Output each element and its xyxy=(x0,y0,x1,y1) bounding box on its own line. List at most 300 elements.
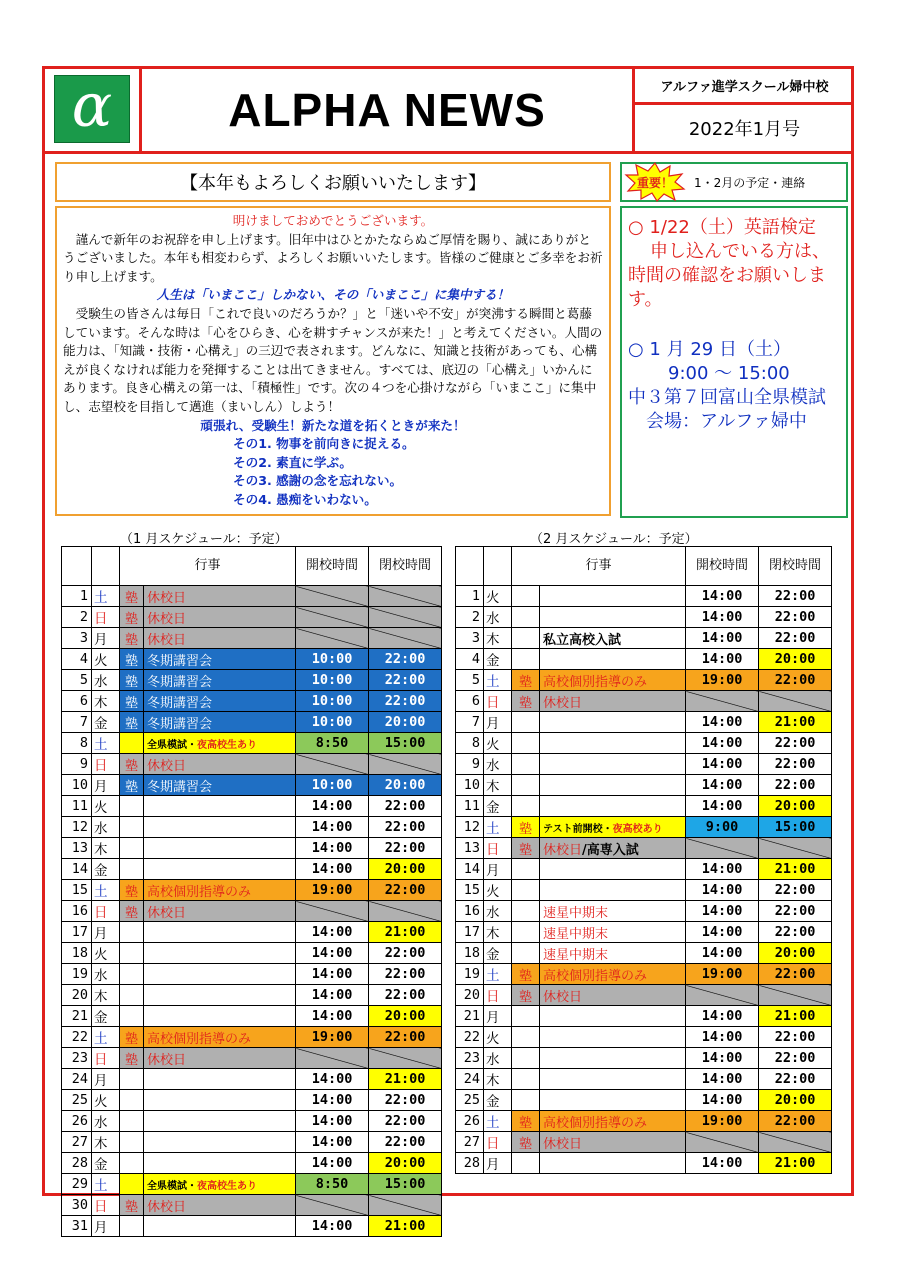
event-cell xyxy=(540,817,686,838)
open-time: 19:00 xyxy=(686,964,759,985)
weekday: 日 xyxy=(484,691,512,712)
weekday: 月 xyxy=(484,712,512,733)
open-time xyxy=(296,628,369,649)
table-row xyxy=(456,1090,832,1111)
day-number: 4 xyxy=(456,649,484,670)
event-cell xyxy=(540,1153,686,1174)
greeting-para2: 受験生の皆さんは毎日「これで良いのだろうか？」と「迷いや不安」が突沸する瞬間と葛藤しています。そんな時は「心をひらき、心を耕すチャンスが来た！」と考えてください。人間の能力は、「知識・技術・心構え」の三辺で表されます。どんなに、知識と技術があっても、心構えが良くなければ能力を発揮することは出てきません。すべては、底辺の「心構え」いかんにあります。良き心構えの第一は、「積極性」です。次の４つを心掛けながら「いまここ」に集中し、志望校を目指して邁進（まいしん）しよう！ xyxy=(63,305,603,414)
table-row xyxy=(456,1111,832,1132)
weekday: 木 xyxy=(92,985,120,1006)
juku-mark: 塾 xyxy=(120,901,144,922)
greeting-para1: 謹んで新年のお祝辞を申し上げます。旧年中はひとかたならぬご厚情を賜り、誠にありがとうございました。本年も相変わらず、よろしくお願いいたします。皆様のご健康とご多幸をお祈り申し上げます。 xyxy=(63,231,603,284)
event-cell: 冬期講習会 xyxy=(144,649,296,670)
close-time xyxy=(369,586,442,607)
open-time: 14:00 xyxy=(296,817,369,838)
event-text: 全県模試・ xyxy=(147,739,197,751)
day-number: 6 xyxy=(62,691,92,712)
juku-mark: 塾 xyxy=(512,670,540,691)
open-time: 14:00 xyxy=(686,943,759,964)
weekday: 金 xyxy=(484,943,512,964)
juku-mark xyxy=(512,754,540,775)
juku-mark xyxy=(512,1090,540,1111)
open-time: 14:00 xyxy=(296,1069,369,1090)
table-row xyxy=(62,754,442,775)
table-row xyxy=(62,964,442,985)
table-row xyxy=(62,880,442,901)
event-cell xyxy=(144,964,296,985)
table-row xyxy=(62,649,442,670)
day-number: 10 xyxy=(62,775,92,796)
juku-mark xyxy=(512,943,540,964)
open-time: 14:00 xyxy=(686,1069,759,1090)
juku-mark xyxy=(512,628,540,649)
weekday: 月 xyxy=(92,1216,120,1237)
event-cell: 休校日 xyxy=(144,1048,296,1069)
open-time: 14:00 xyxy=(686,1153,759,1174)
juku-mark xyxy=(512,796,540,817)
day-number: 8 xyxy=(456,733,484,754)
event-cell xyxy=(144,1069,296,1090)
table-row xyxy=(62,1216,442,1237)
table-row xyxy=(62,796,442,817)
event-text: テスト前開校・ xyxy=(543,823,613,835)
table-row xyxy=(62,817,442,838)
weekday: 月 xyxy=(92,1069,120,1090)
close-time: 21:00 xyxy=(369,1216,442,1237)
open-time: 14:00 xyxy=(296,922,369,943)
table-row xyxy=(62,628,442,649)
open-time: 14:00 xyxy=(686,1090,759,1111)
weekday: 火 xyxy=(484,586,512,607)
table-row xyxy=(62,1048,442,1069)
open-time: 10:00 xyxy=(296,649,369,670)
juku-mark xyxy=(120,1090,144,1111)
day-number: 23 xyxy=(62,1048,92,1069)
day-number: 24 xyxy=(62,1069,92,1090)
table-row xyxy=(456,670,832,691)
close-time: 22:00 xyxy=(759,964,832,985)
event-cell xyxy=(144,838,296,859)
close-time: 20:00 xyxy=(369,712,442,733)
juku-mark xyxy=(120,964,144,985)
open-time: 14:00 xyxy=(686,586,759,607)
event-text: 休校日 xyxy=(543,842,583,858)
event-cell xyxy=(144,1153,296,1174)
event-cell: 冬期講習会 xyxy=(144,670,296,691)
open-time xyxy=(296,754,369,775)
table-row xyxy=(456,1048,832,1069)
day-number: 9 xyxy=(456,754,484,775)
day-number: 22 xyxy=(62,1027,92,1048)
weekday: 土 xyxy=(484,964,512,985)
motto-2: その2. 素直に学ぶ。 xyxy=(233,454,352,470)
event-text: 全県模試・ xyxy=(147,1180,197,1192)
day-number: 9 xyxy=(62,754,92,775)
day-number: 28 xyxy=(456,1153,484,1174)
open-time: 14:00 xyxy=(296,859,369,880)
open-time: 14:00 xyxy=(296,964,369,985)
day-number: 25 xyxy=(62,1090,92,1111)
juku-mark: 塾 xyxy=(512,1132,540,1153)
weekday: 火 xyxy=(484,733,512,754)
weekday: 水 xyxy=(484,607,512,628)
open-time: 14:00 xyxy=(686,607,759,628)
event-note: 夜高校生あり xyxy=(197,739,257,751)
weekday: 木 xyxy=(484,775,512,796)
juku-mark: 塾 xyxy=(120,754,144,775)
table-row xyxy=(456,817,832,838)
table-row xyxy=(62,1132,442,1153)
close-time: 15:00 xyxy=(369,1174,442,1195)
juku-mark xyxy=(120,1132,144,1153)
event-cell: 休校日 xyxy=(144,628,296,649)
weekday: 土 xyxy=(92,1174,120,1195)
day-number: 12 xyxy=(62,817,92,838)
close-time xyxy=(759,838,832,859)
close-time xyxy=(369,901,442,922)
juku-mark xyxy=(512,1153,540,1174)
close-time: 22:00 xyxy=(759,733,832,754)
table-row xyxy=(456,859,832,880)
table-row xyxy=(456,922,832,943)
close-time: 21:00 xyxy=(759,1006,832,1027)
juku-mark xyxy=(512,859,540,880)
juku-mark xyxy=(120,1069,144,1090)
issue-date: 2022年1月号 xyxy=(688,119,801,140)
event-cell: 休校日 xyxy=(144,1195,296,1216)
event-cell xyxy=(144,1132,296,1153)
open-time xyxy=(296,586,369,607)
event-cell xyxy=(144,985,296,1006)
table-row xyxy=(62,670,442,691)
juku-mark xyxy=(120,838,144,859)
open-time xyxy=(296,607,369,628)
close-time: 21:00 xyxy=(759,1153,832,1174)
table-row xyxy=(456,943,832,964)
event-cell: 速星中期末 xyxy=(540,901,686,922)
juku-mark xyxy=(120,1174,144,1195)
weekday: 水 xyxy=(92,817,120,838)
day-number: 29 xyxy=(62,1174,92,1195)
juku-mark xyxy=(512,733,540,754)
open-time: 14:00 xyxy=(686,859,759,880)
weekday: 木 xyxy=(484,628,512,649)
open-time: 10:00 xyxy=(296,712,369,733)
event-cell: 高校個別指導のみ xyxy=(144,880,296,901)
juku-mark: 塾 xyxy=(512,1111,540,1132)
day-number: 25 xyxy=(456,1090,484,1111)
table-row xyxy=(62,985,442,1006)
motto-3: その3. 感謝の念を忘れない。 xyxy=(233,473,403,489)
table-row xyxy=(62,586,442,607)
table-row xyxy=(62,838,442,859)
event-cell xyxy=(144,817,296,838)
open-time: 19:00 xyxy=(686,670,759,691)
close-time xyxy=(369,628,442,649)
day-number: 5 xyxy=(62,670,92,691)
juku-mark: 塾 xyxy=(120,1195,144,1216)
open-time: 14:00 xyxy=(686,796,759,817)
close-time xyxy=(759,985,832,1006)
weekday: 火 xyxy=(484,1027,512,1048)
event-cell xyxy=(540,838,686,859)
event-cell xyxy=(540,754,686,775)
juku-mark xyxy=(120,922,144,943)
juku-mark xyxy=(512,1027,540,1048)
event-cell: 高校個別指導のみ xyxy=(540,1111,686,1132)
close-time: 21:00 xyxy=(759,712,832,733)
event-cell xyxy=(144,1111,296,1132)
day-number: 3 xyxy=(456,628,484,649)
notice-body xyxy=(620,206,848,518)
col-event: 行事 xyxy=(120,547,296,586)
table-row xyxy=(456,712,832,733)
weekday: 月 xyxy=(92,775,120,796)
close-time: 15:00 xyxy=(759,817,832,838)
weekday: 日 xyxy=(484,985,512,1006)
close-time: 21:00 xyxy=(369,1069,442,1090)
event-cell: 休校日 xyxy=(144,754,296,775)
open-time: 14:00 xyxy=(686,1006,759,1027)
col-close: 閉校時間 xyxy=(369,547,442,586)
close-time: 22:00 xyxy=(369,649,442,670)
close-time: 22:00 xyxy=(369,1027,442,1048)
event-cell xyxy=(144,943,296,964)
open-time xyxy=(296,1195,369,1216)
open-time: 14:00 xyxy=(686,775,759,796)
close-time: 22:00 xyxy=(759,901,832,922)
close-time: 22:00 xyxy=(369,670,442,691)
day-number: 19 xyxy=(456,964,484,985)
close-time: 21:00 xyxy=(369,922,442,943)
event-note: /高専入試 xyxy=(582,842,639,858)
open-time: 14:00 xyxy=(686,1027,759,1048)
weekday: 月 xyxy=(484,1153,512,1174)
open-time: 19:00 xyxy=(296,1027,369,1048)
close-time: 20:00 xyxy=(759,1090,832,1111)
open-time xyxy=(686,1132,759,1153)
day-number: 17 xyxy=(456,922,484,943)
open-time xyxy=(686,985,759,1006)
open-time: 14:00 xyxy=(686,649,759,670)
close-time: 22:00 xyxy=(759,922,832,943)
juku-mark: 塾 xyxy=(512,964,540,985)
weekday: 金 xyxy=(484,796,512,817)
weekday: 月 xyxy=(92,922,120,943)
day-number: 22 xyxy=(456,1027,484,1048)
day-number: 16 xyxy=(62,901,92,922)
weekday: 金 xyxy=(92,1006,120,1027)
open-time: 14:00 xyxy=(296,1006,369,1027)
open-time: 19:00 xyxy=(296,880,369,901)
weekday: 火 xyxy=(92,649,120,670)
juku-mark: 塾 xyxy=(120,712,144,733)
close-time: 22:00 xyxy=(759,1048,832,1069)
notice-item1-line3: 時間の確認をお願いします。 xyxy=(628,265,826,310)
day-number: 23 xyxy=(456,1048,484,1069)
juku-mark: 塾 xyxy=(120,1048,144,1069)
close-time: 22:00 xyxy=(759,607,832,628)
event-cell xyxy=(540,607,686,628)
day-number: 2 xyxy=(62,607,92,628)
juku-mark xyxy=(512,1069,540,1090)
day-number: 15 xyxy=(62,880,92,901)
weekday: 月 xyxy=(484,859,512,880)
event-cell: 冬期講習会 xyxy=(144,712,296,733)
notice-item2-line4: 会場：アルファ婦中 xyxy=(646,411,807,432)
table-row xyxy=(62,712,442,733)
juku-mark xyxy=(120,1006,144,1027)
table-row xyxy=(62,1153,442,1174)
event-note: 夜高校生あり xyxy=(197,1180,257,1192)
school-name: アルファ進学スクール婦中校 xyxy=(635,69,854,105)
open-time: 14:00 xyxy=(296,796,369,817)
event-cell: 速星中期末 xyxy=(540,922,686,943)
close-time xyxy=(369,754,442,775)
juku-mark xyxy=(512,712,540,733)
day-number: 26 xyxy=(62,1111,92,1132)
event-cell xyxy=(540,1069,686,1090)
day-number: 11 xyxy=(62,796,92,817)
table-row xyxy=(456,1069,832,1090)
event-cell xyxy=(144,1006,296,1027)
open-time: 14:00 xyxy=(296,838,369,859)
day-number: 21 xyxy=(456,1006,484,1027)
weekday: 木 xyxy=(92,1132,120,1153)
day-number: 4 xyxy=(62,649,92,670)
event-cell xyxy=(144,796,296,817)
day-number: 14 xyxy=(456,859,484,880)
table-row xyxy=(456,775,832,796)
close-time xyxy=(759,1132,832,1153)
weekday: 月 xyxy=(92,628,120,649)
weekday: 土 xyxy=(92,880,120,901)
day-number: 19 xyxy=(62,964,92,985)
open-time: 14:00 xyxy=(686,733,759,754)
close-time: 20:00 xyxy=(759,649,832,670)
close-time: 22:00 xyxy=(369,691,442,712)
table-row xyxy=(456,754,832,775)
juku-mark: 塾 xyxy=(512,985,540,1006)
day-number: 14 xyxy=(62,859,92,880)
event-cell xyxy=(540,775,686,796)
open-time: 14:00 xyxy=(686,628,759,649)
event-cell xyxy=(540,712,686,733)
day-number: 10 xyxy=(456,775,484,796)
day-number: 1 xyxy=(62,586,92,607)
open-time: 8:50 xyxy=(296,1174,369,1195)
open-time: 14:00 xyxy=(296,985,369,1006)
notice-item1-line2: 申し込んでいる方は、 xyxy=(650,241,830,262)
open-time xyxy=(686,838,759,859)
close-time: 22:00 xyxy=(369,964,442,985)
day-number: 6 xyxy=(456,691,484,712)
juku-mark xyxy=(120,733,144,754)
event-cell: 高校個別指導のみ xyxy=(540,670,686,691)
day-number: 27 xyxy=(456,1132,484,1153)
event-cell xyxy=(540,1027,686,1048)
juku-mark xyxy=(120,817,144,838)
event-cell xyxy=(540,586,686,607)
weekday: 水 xyxy=(484,754,512,775)
event-cell: 休校日 xyxy=(540,1132,686,1153)
weekday: 火 xyxy=(484,880,512,901)
weekday: 火 xyxy=(92,943,120,964)
open-time: 19:00 xyxy=(686,1111,759,1132)
close-time xyxy=(369,1048,442,1069)
table-row xyxy=(62,1027,442,1048)
event-cell: 休校日 xyxy=(540,985,686,1006)
juku-mark: 塾 xyxy=(120,586,144,607)
school-cell xyxy=(632,69,854,151)
notice-item2-line2: 9:00 ～ 15:00 xyxy=(668,363,790,384)
close-time: 22:00 xyxy=(369,817,442,838)
juku-mark xyxy=(120,796,144,817)
day-number: 7 xyxy=(62,712,92,733)
close-time: 22:00 xyxy=(759,1111,832,1132)
weekday: 木 xyxy=(484,1069,512,1090)
weekday: 木 xyxy=(92,691,120,712)
table-row xyxy=(62,733,442,754)
weekday: 水 xyxy=(92,670,120,691)
open-time: 14:00 xyxy=(296,1132,369,1153)
juku-mark xyxy=(120,1111,144,1132)
juku-mark xyxy=(512,607,540,628)
open-time: 14:00 xyxy=(686,901,759,922)
weekday: 日 xyxy=(92,607,120,628)
table-row xyxy=(456,586,832,607)
event-cell xyxy=(144,1174,296,1195)
open-time: 14:00 xyxy=(686,712,759,733)
table-row xyxy=(62,1195,442,1216)
day-number: 26 xyxy=(456,1111,484,1132)
day-number: 15 xyxy=(456,880,484,901)
table-header xyxy=(456,547,832,586)
close-time: 22:00 xyxy=(369,1111,442,1132)
juku-mark: 塾 xyxy=(120,880,144,901)
day-number: 3 xyxy=(62,628,92,649)
event-cell xyxy=(144,733,296,754)
weekday: 火 xyxy=(92,796,120,817)
table-row xyxy=(456,733,832,754)
close-time: 20:00 xyxy=(369,1006,442,1027)
day-number: 1 xyxy=(456,586,484,607)
greeting-slogan: 人生は「いまここ」しかない、その「いまここ」に集中する！ xyxy=(156,287,510,303)
event-cell: 休校日 xyxy=(540,691,686,712)
greeting-body xyxy=(55,206,611,516)
weekday: 水 xyxy=(92,964,120,985)
weekday: 金 xyxy=(92,712,120,733)
alpha-logo: α xyxy=(54,75,130,143)
table-row xyxy=(456,1153,832,1174)
weekday: 水 xyxy=(484,901,512,922)
close-time: 22:00 xyxy=(369,943,442,964)
juku-mark: 塾 xyxy=(120,628,144,649)
day-number: 28 xyxy=(62,1153,92,1174)
open-time: 14:00 xyxy=(296,1153,369,1174)
weekday: 日 xyxy=(484,1132,512,1153)
day-number: 11 xyxy=(456,796,484,817)
event-cell xyxy=(144,922,296,943)
event-cell: 冬期講習会 xyxy=(144,775,296,796)
table-row xyxy=(62,901,442,922)
weekday: 土 xyxy=(92,733,120,754)
notice-heading: 1・2月の予定・連絡 xyxy=(694,175,806,190)
close-time: 20:00 xyxy=(369,1153,442,1174)
greeting-title: 【本年もよろしくお願いいたします】 xyxy=(55,162,611,202)
day-number: 20 xyxy=(456,985,484,1006)
close-time: 22:00 xyxy=(759,1069,832,1090)
